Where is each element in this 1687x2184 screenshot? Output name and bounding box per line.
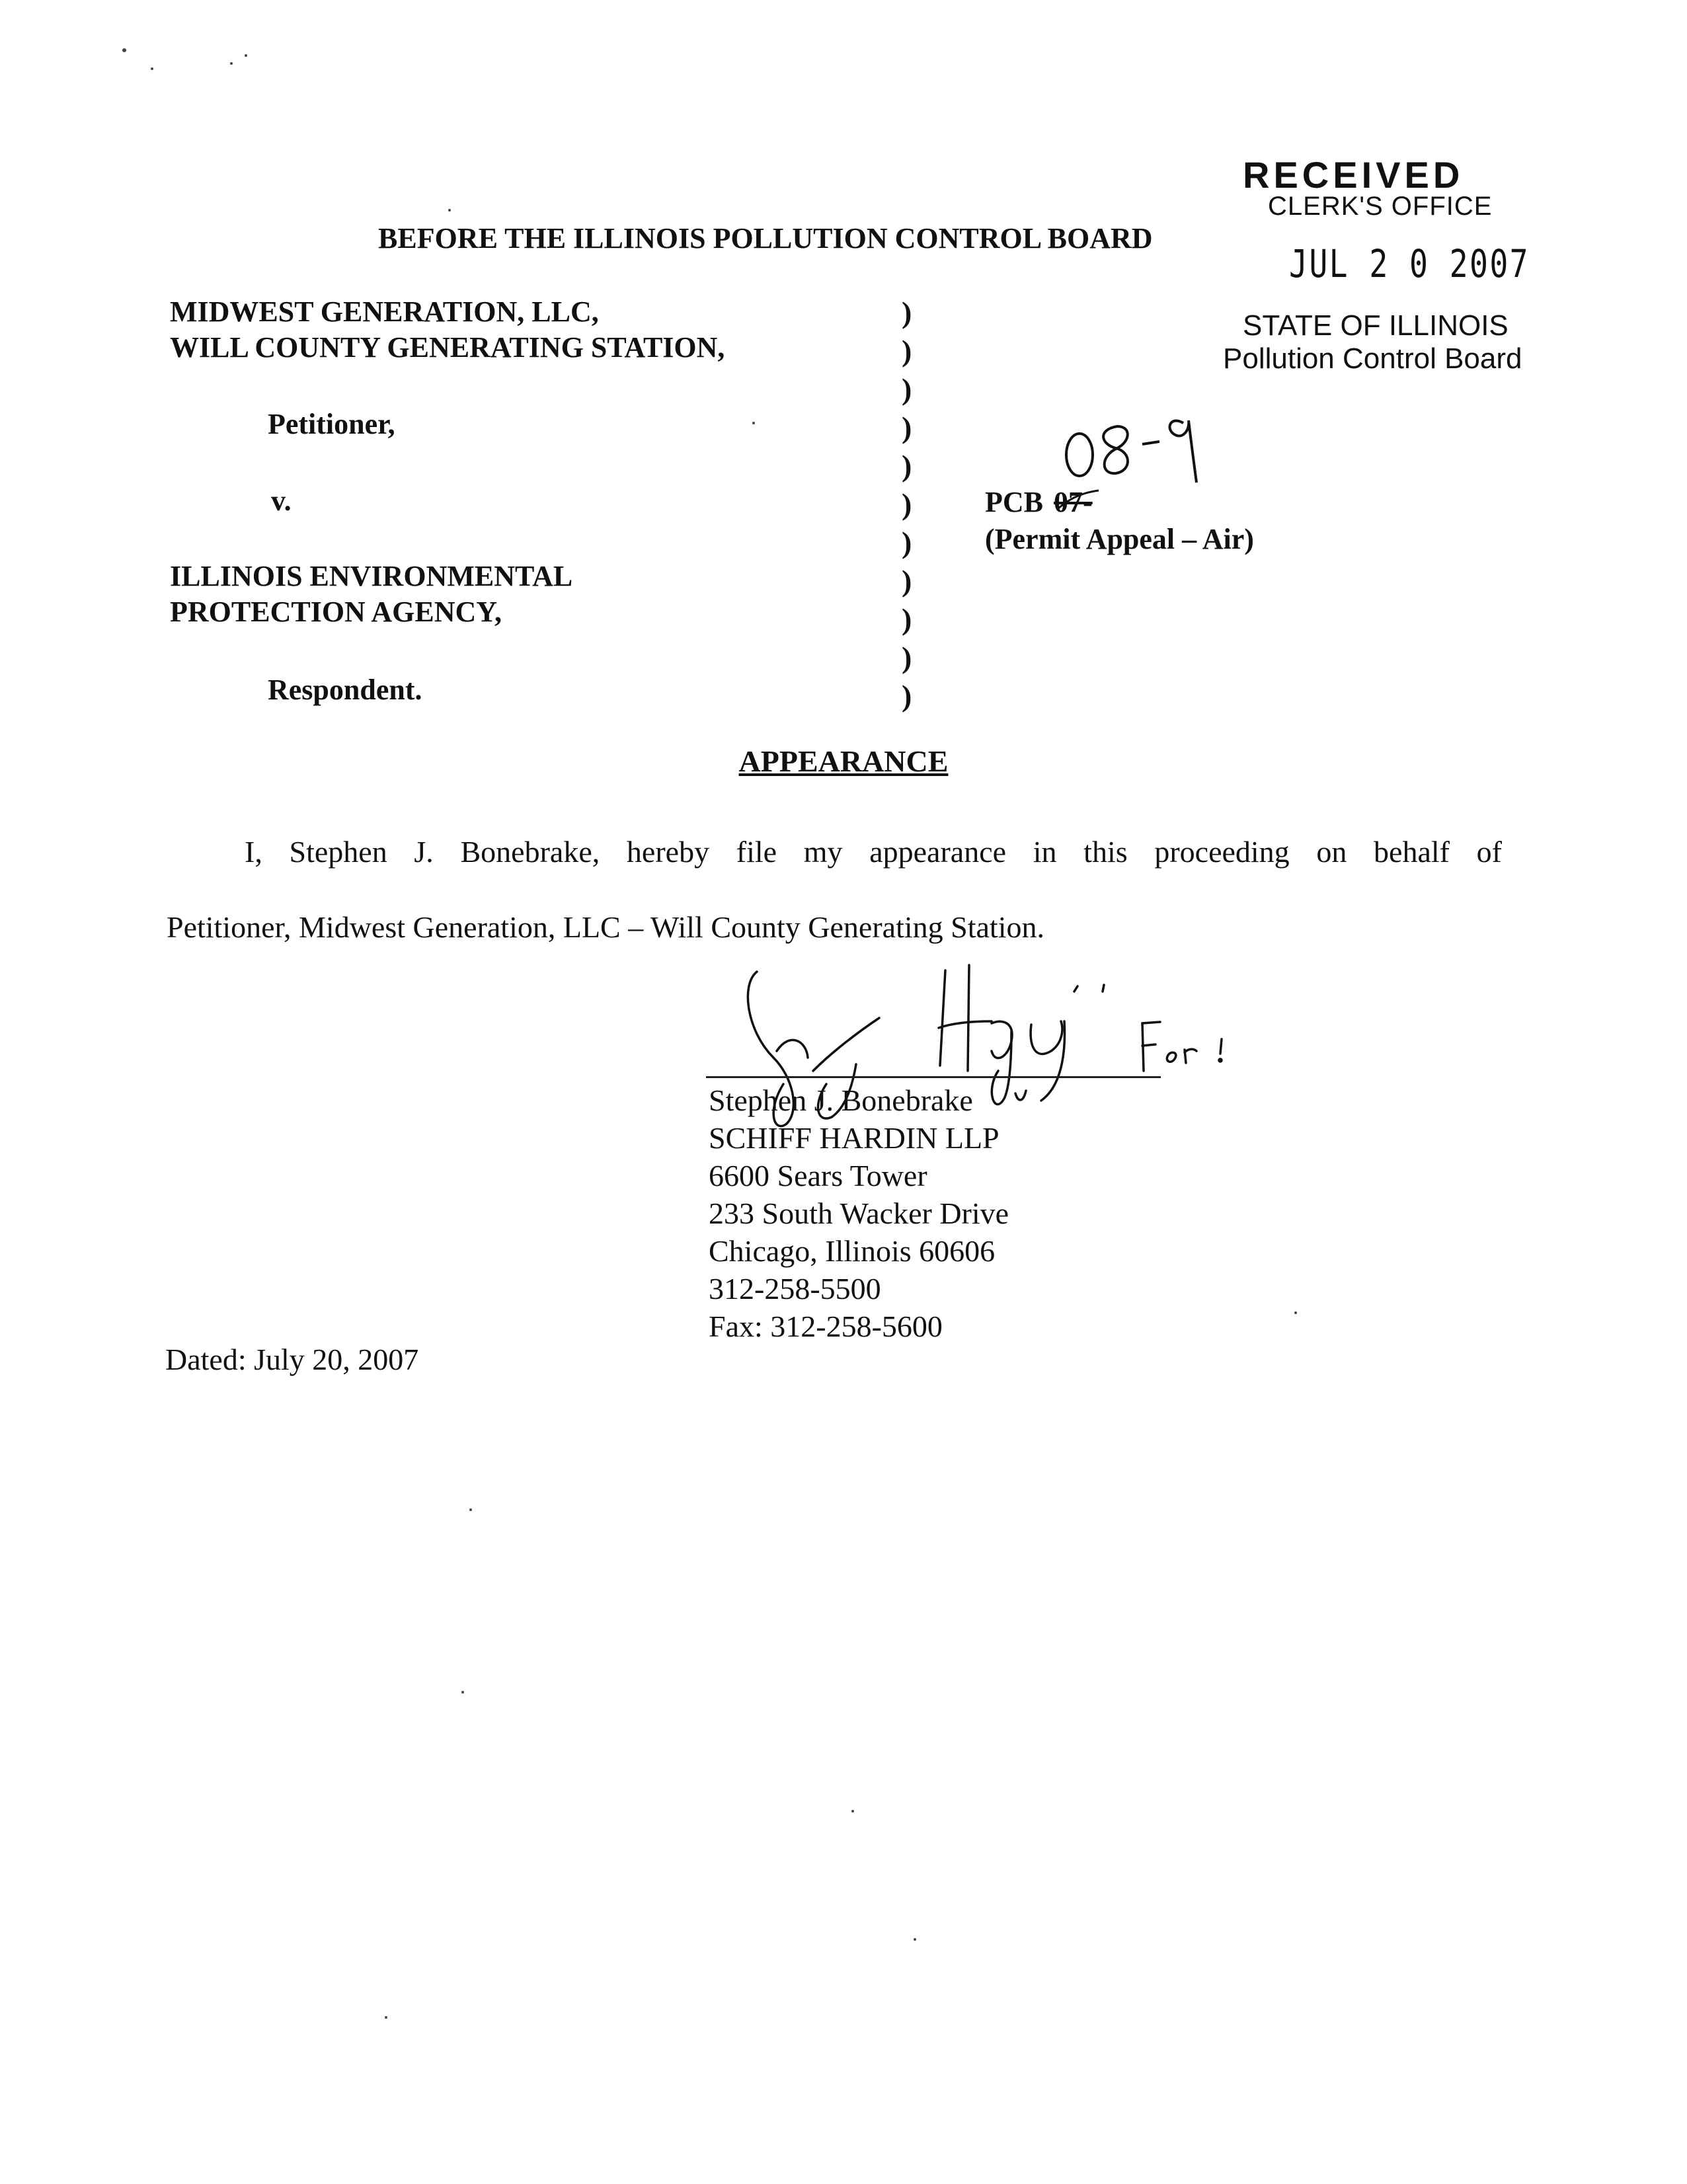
caption-paren: ) [902,449,912,483]
respondent-name-line2: PROTECTION AGENCY, [170,596,502,628]
caption-paren: ) [902,679,912,713]
petitioner-role: Petitioner, [268,408,395,440]
signer-name: Stephen J. Bonebrake [709,1083,973,1117]
caption-paren: ) [902,372,912,406]
appearance-body [167,814,1502,965]
stamp-received: RECEIVED [1243,154,1464,196]
phone-number: 312-258-5500 [709,1272,881,1306]
caption-paren: ) [902,602,912,636]
petitioner-name-line1: MIDWEST GENERATION, LLC, [170,295,599,328]
dated-line: Dated: July 20, 2007 [165,1343,419,1376]
address-line1: 6600 Sears Tower [709,1159,927,1192]
respondent-role: Respondent. [268,674,422,706]
versus-label: v. [271,485,292,517]
address-line3: Chicago, Illinois 60606 [709,1234,996,1268]
address-line2: 233 South Wacker Drive [709,1196,1009,1230]
stamp-date: JUL 2 0 2007 [1289,241,1530,286]
stamp-clerk-office: CLERK'S OFFICE [1268,192,1493,221]
case-type: (Permit Appeal – Air) [985,523,1254,555]
caption-paren: ) [902,641,912,674]
caption-paren: ) [902,487,912,521]
caption-paren: ) [902,334,912,368]
appearance-title: APPEARANCE [738,744,949,778]
caption-paren: ) [902,564,912,598]
stamp-board: Pollution Control Board [1223,342,1522,375]
caption-paren: ) [902,526,912,559]
appearance-body-line1: I, Stephen J. Bonebrake, hereby file my appearance in this proceeding on behalf of [245,835,1502,869]
case-prefix: PCB [985,486,1043,518]
stamp-state: STATE OF ILLINOIS [1243,309,1509,342]
caption-paren: ) [902,410,912,444]
signature-block [709,1081,1009,1345]
fax-number: Fax: 312-258-5600 [709,1309,943,1343]
court-title: BEFORE THE ILLINOIS POLLUTION CONTROL BOARD [378,222,1153,254]
case-struck-number: 07- [1054,486,1093,518]
appearance-body-line2: Petitioner, Midwest Generation, LLC – Will County Generating Station. [167,910,1044,944]
firm-name: SCHIFF HARDIN LLP [709,1121,1000,1155]
caption-paren: ) [902,295,912,329]
signature-line [706,1076,1161,1078]
petitioner-name-line2: WILL COUNTY GENERATING STATION, [170,331,725,364]
respondent-name-line1: ILLINOIS ENVIRONMENTAL [170,560,573,592]
